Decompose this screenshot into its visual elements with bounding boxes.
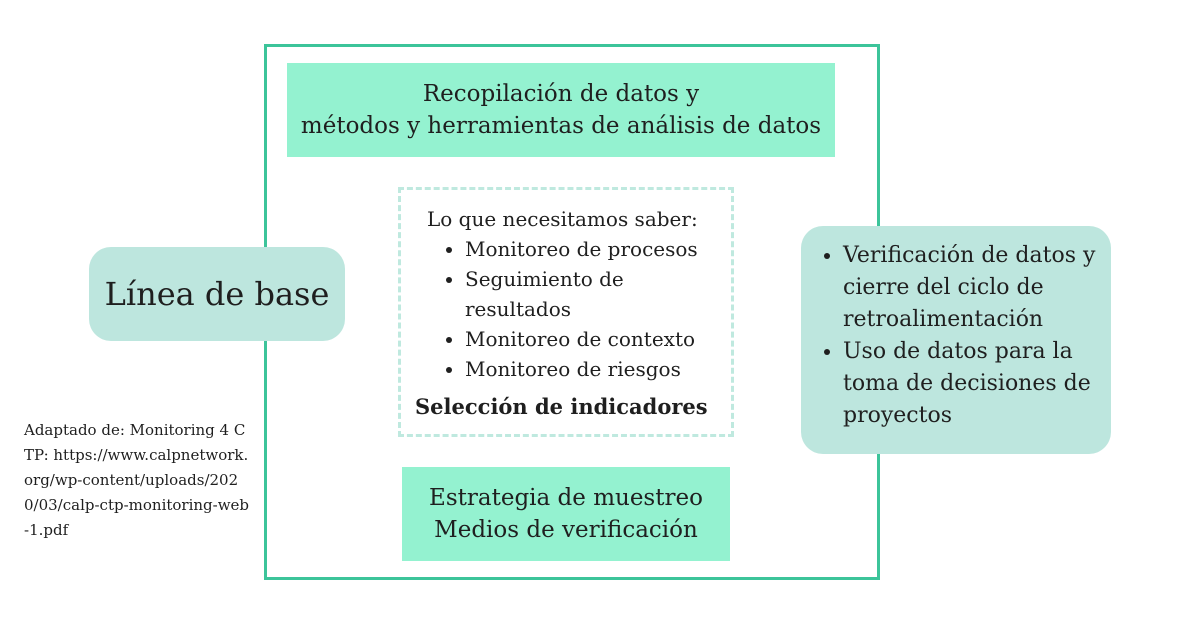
indicator-item-risk-monitoring: • Monitoreo de riesgos <box>465 354 731 384</box>
baseline-label: Línea de base <box>104 275 330 313</box>
sampling-line-2: Medios de verificación <box>434 517 698 543</box>
data-use-item-decision-making: • Uso de datos para la toma de decisiones de proyectos <box>843 336 1103 432</box>
data-use-list <box>801 240 1103 432</box>
source-note: Adaptado de: Monitoring 4 CTP: https://www.calpnetwork.org/wp-content/uploads/2020/03/calp-ctp-monitoring-web-1.pdf <box>24 421 250 539</box>
indicator-item-context-monitoring: • Monitoreo de contexto <box>465 324 731 354</box>
data-collection-line-2: métodos y herramientas de análisis de datos <box>300 113 822 139</box>
indicators-box <box>398 187 734 437</box>
data-collection-box <box>287 63 835 157</box>
data-use-box <box>801 226 1111 454</box>
indicators-intro: Lo que necesitamos saber: <box>427 207 698 231</box>
indicators-list <box>427 234 731 384</box>
indicators-selection-title: Selección de indicadores <box>415 394 708 419</box>
data-use-item-verification: • Verificación de datos y cierre del ciclo de retroalimentación <box>843 240 1103 336</box>
sampling-line-1: Estrategia de muestreo <box>429 485 703 511</box>
indicator-item-results-tracking: • Seguimiento de resultados <box>465 264 731 324</box>
sampling-box <box>402 467 730 561</box>
data-collection-line-1: Recopilación de datos y <box>422 81 700 107</box>
baseline-box <box>89 247 345 341</box>
indicator-item-process-monitoring: • Monitoreo de procesos <box>465 234 731 264</box>
